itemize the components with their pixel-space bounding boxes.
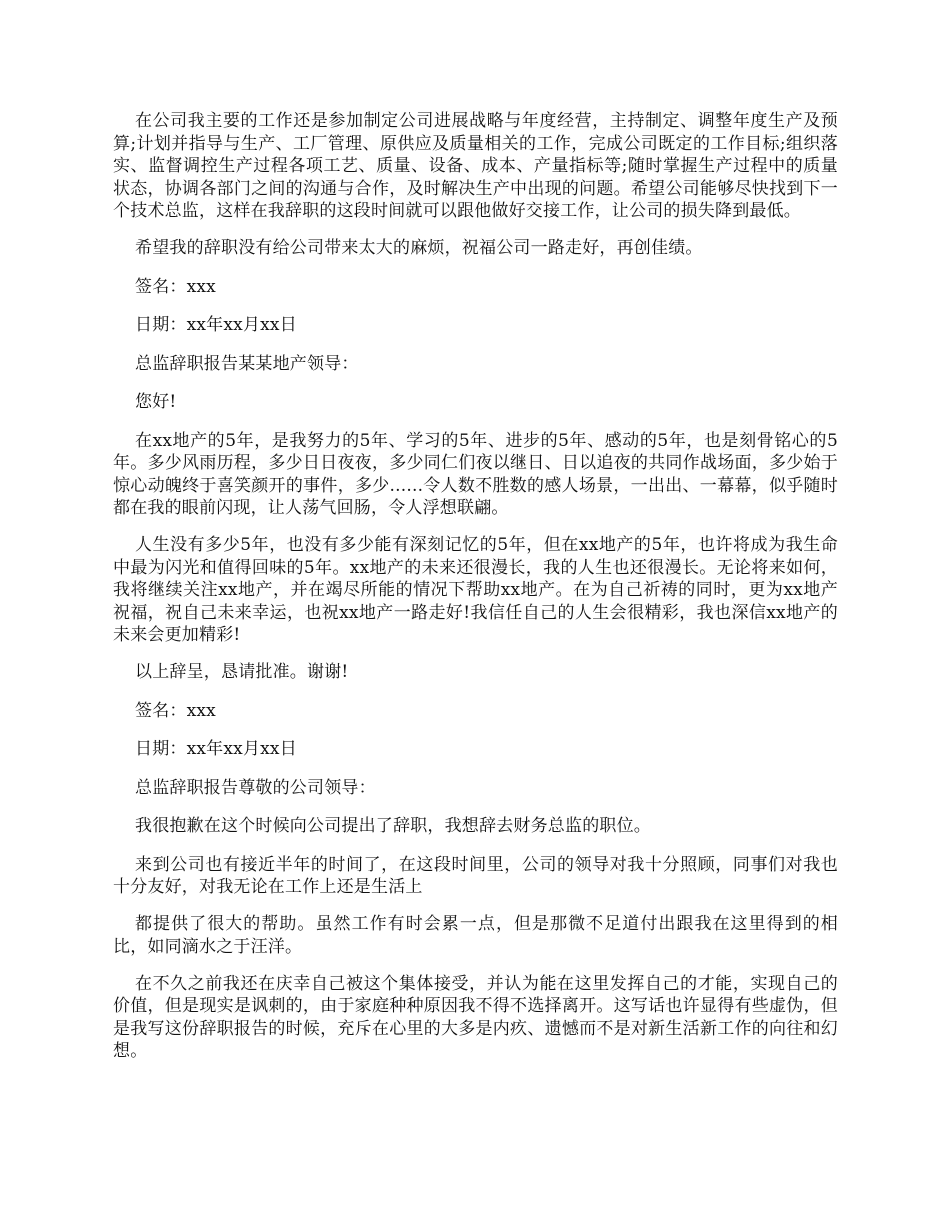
paragraph-five-years: 在xx地产的5年，是我努力的5年、学习的5年、进步的5年、感动的5年，也是刻骨铭心的5年。多少风雨历程，多少日日夜夜，多少同仁们夜以继日、日以追夜的共同作战场面，多少始于惊心动魄终于喜笑颜开的事件，多少......令人数不胜数的感人场景，一出出、一幕幕，似乎随时都在我的眼前闪现，让人荡气回肠，令人浮想联翩。 — [113, 430, 838, 518]
document-body — [113, 110, 838, 1077]
date-line: 日期：xx年xx月xx日 — [135, 739, 297, 759]
paragraph-work-duties: 在公司我主要的工作还是参加制定公司进展战略与年度经营，主持制定、调整年度生产及预算;计划并指导与生产、工厂管理、原供应及质量相关的工作，完成公司既定的工作目标;组织落实、监督调控生产过程各项工艺、质量、设备、成本、产量指标等;随时掌握生产过程中的质量状态，协调各部门之间的沟通与合作，及时解决生产中出现的问题。希望公司能够尽快找到下一个技术总监，这样在我辞职的这段时间就可以跟他做好交接工作，让公司的损失降到最低。 — [113, 111, 838, 221]
date-line: 日期：xx年xx月xx日 — [135, 315, 297, 335]
paragraph-best-wishes: 希望我的辞职没有给公司带来太大的麻烦，祝福公司一路走好，再创佳绩。 — [135, 238, 703, 258]
signature-line: 签名：xxx — [135, 700, 216, 721]
signature-line: 签名：xxx — [135, 276, 216, 297]
paragraph-resignation-intent: 我很抱歉在这个时候向公司提出了辞职，我想辞去财务总监的职位。 — [135, 816, 651, 836]
paragraph-half-year: 来到公司也有接近半年的时间了，在这段时间里，公司的领导对我十分照顾，同事们对我也十分友好，对我无论在工作上还是生活上 — [113, 854, 838, 897]
letter-heading: 总监辞职报告尊敬的公司领导： — [135, 777, 376, 798]
paragraph-regret: 在不久之前我还在庆幸自己被这个集体接受，并认为能在这里发挥自己的才能，实现自己的价值，但是现实是讽刺的，由于家庭种种原因我不得不选择离开。这写话也许显得有些虚伪，但是我写这份辞职报告的时候，充斥在心里的大多是内疚、遗憾而不是对新生活新工作的向往和幻想。 — [113, 973, 838, 1061]
letter-heading: 总监辞职报告某某地产领导： — [135, 353, 359, 374]
paragraph-future: 人生没有多少5年，也没有多少能有深刻记忆的5年，但在xx地产的5年，也许将成为我生命中最为闪光和值得回味的5年。xx地产的未来还很漫长，我的人生也还很漫长。无论将来如何，我将继续关注xx地产，并在竭尽所能的情况下帮助xx地产。在为自己祈祷的同时，更为xx地产祝福，祝自己未来幸运，也祝xx地产一路走好!我信任自己的人生会很精彩，我也深信xx地产的未来会更加精彩! — [113, 535, 838, 645]
closing-line: 以上辞呈，恳请批准。谢谢! — [135, 662, 349, 682]
greeting: 您好! — [135, 392, 177, 412]
paragraph-help-received: 都提供了很大的帮助。虽然工作有时会累一点，但是那微不足道付出跟我在这里得到的相比，如同滴水之于汪洋。 — [113, 914, 838, 957]
